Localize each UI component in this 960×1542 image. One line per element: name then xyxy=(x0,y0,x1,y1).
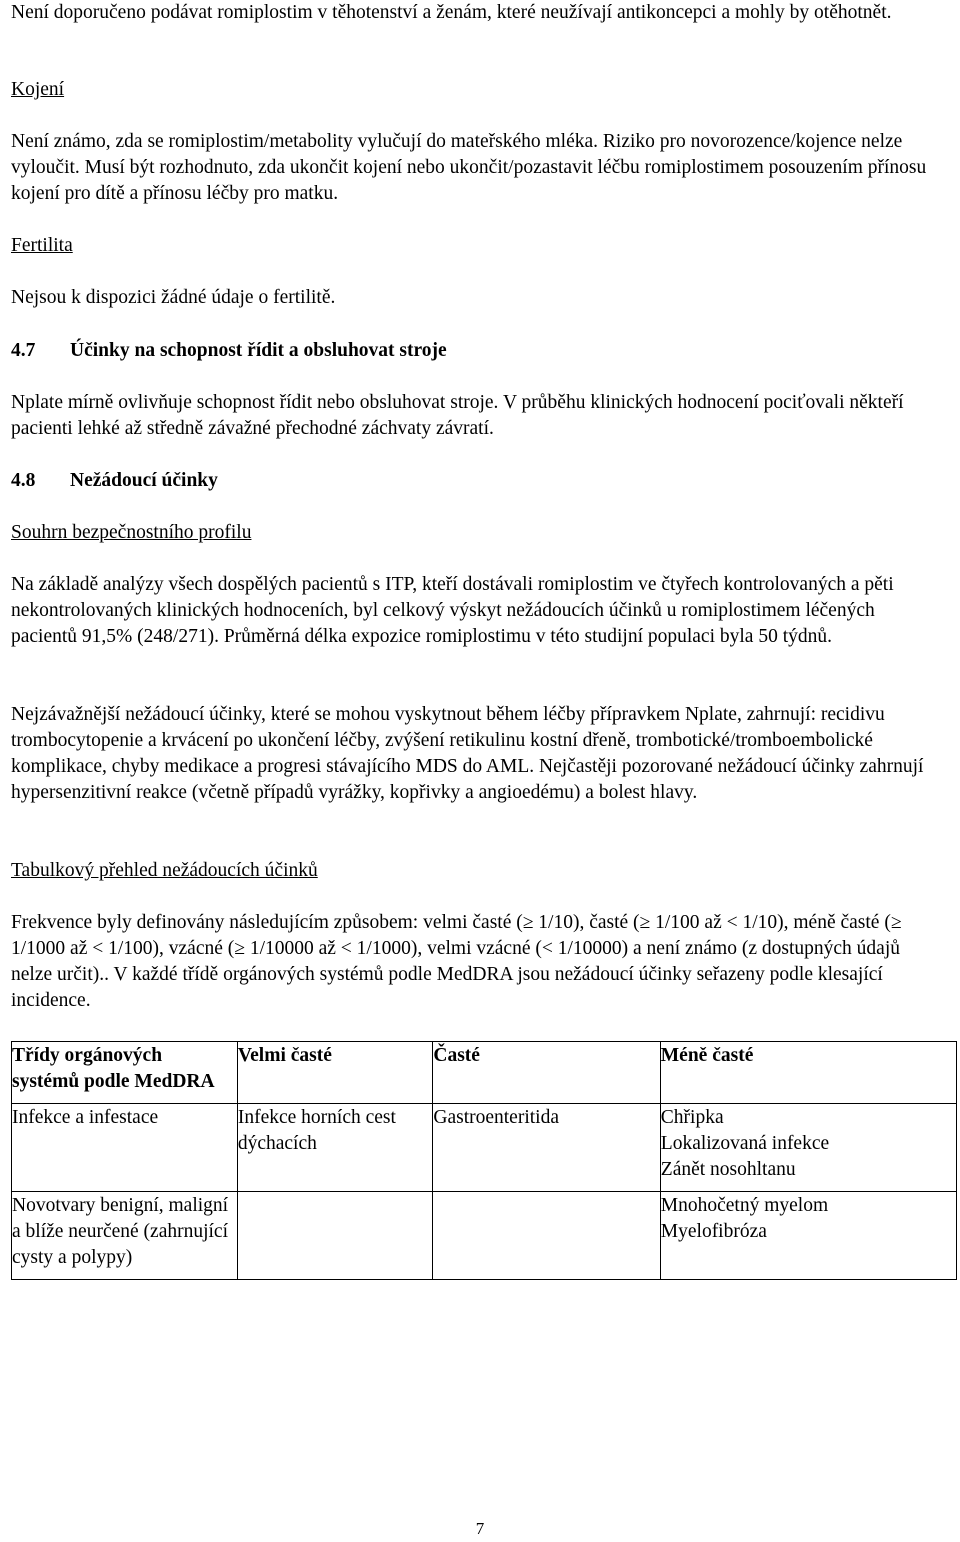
table-cell-uncommon xyxy=(660,1104,956,1192)
table-cell-uncommon xyxy=(660,1192,956,1280)
section-4-8-number: 4.8 xyxy=(11,470,36,491)
list-item: Chřipka xyxy=(660,1107,724,1128)
safety-summary-heading: Souhrn bezpečnostního profilu xyxy=(11,522,252,543)
section-4-7-heading xyxy=(11,338,447,364)
tabulated-list-heading: Tabulkový přehled nežádoucích účinků xyxy=(11,860,318,881)
table-row xyxy=(12,1104,957,1192)
table-cell-very-common xyxy=(237,1192,433,1280)
pregnancy-text: Není doporučeno podávat romiplostim v těhotenství a ženám, které neužívají antikoncepci a mohly by otěhotnět. xyxy=(11,2,892,23)
safety-summary-para-2: Nejzávažnější nežádoucí účinky, které se mohou vyskytnout během léčby přípravkem Nplate, zahrnují: recidivu trombocytopenie a krvácení po ukončení léčby, zvýšení retikulinu kostní dřeně, trombotické/tromboembolické komplikace, chyby medikace a progresi stávajícího MDS do AML. Nejčastěji pozorované nežádoucí účinky zahrnují hypersenzitivní reakce (včetně případů vyrážky, kopřivky a angioedému) a bolest hlavy. xyxy=(11,704,924,803)
fertility-text: Nejsou k dispozici žádné údaje o fertilitě. xyxy=(11,287,336,308)
frequency-definition-text: Frekvence byly definovány následujícím způsobem: velmi časté (≥ 1/10), časté (≥ 1/100 až < 1/10), méně časté (≥ 1/1000 až < 1/100), vzácné (≥ 1/10000 až < 1/1000), velmi vzácné (< 1/10000) a není známo (z dostupných údajů nelze určit).. V každé třídě orgánových systémů podle MedDRA jsou nežádoucí účinky seřazeny podle klesající incidence. xyxy=(11,912,902,1011)
list-item: Mnohočetný myelom xyxy=(660,1195,829,1216)
table-header-uncommon: Méně časté xyxy=(660,1042,956,1104)
table-cell-very-common: Infekce horních cest dýchacích xyxy=(237,1104,433,1192)
list-item: Zánět nosohltanu xyxy=(660,1159,796,1180)
list-item: Lokalizovaná infekce xyxy=(660,1133,830,1154)
section-4-8-title: Nežádoucí účinky xyxy=(70,470,218,491)
section-4-7-text: Nplate mírně ovlivňuje schopnost řídit nebo obsluhovat stroje. V průběhu klinických hodnocení pociťovali někteří pacienti lehké až středně závažné přechodné záchvaty závratí. xyxy=(11,392,904,439)
section-4-7-title: Účinky na schopnost řídit a obsluhovat stroje xyxy=(70,340,447,361)
table-cell-soc: Infekce a infestace xyxy=(12,1104,238,1192)
breastfeeding-text: Není známo, zda se romiplostim/metabolity vylučují do mateřského mléka. Riziko pro novorozence/kojence nelze vyloučit. Musí být rozhodnuto, zda ukončit kojení nebo ukončit/pozastavit léčbu romiplostimem posouzením přínosu kojení pro dítě a přínosu léčby pro matku. xyxy=(11,131,927,204)
table-header-common: Časté xyxy=(433,1042,660,1104)
table-header-soc: Třídy orgánových systémů podle MedDRA xyxy=(12,1042,238,1104)
section-4-7-number: 4.7 xyxy=(11,340,36,361)
table-row xyxy=(12,1192,957,1280)
table-cell-common xyxy=(433,1192,660,1280)
table-header-row xyxy=(12,1042,957,1104)
page-number: 7 xyxy=(475,1519,485,1538)
breastfeeding-heading: Kojení xyxy=(11,79,65,100)
adverse-reactions-table xyxy=(11,1041,957,1280)
fertility-heading: Fertilita xyxy=(11,235,73,256)
table-cell-soc: Novotvary benigní, maligní a blíže neurčené (zahrnující cysty a polypy) xyxy=(12,1192,238,1280)
safety-summary-para-1: Na základě analýzy všech dospělých pacientů s ITP, kteří dostávali romiplostim ve čtyřech kontrolovaných a pěti nekontrolovaných klinických hodnoceních, byl celkový výskyt nežádoucích účinků u romiplostimem léčených pacientů 91,5% (248/271). Průměrná délka expozice romiplostimu v této studijní populaci byla 50 týdnů. xyxy=(11,574,894,647)
section-4-8-heading xyxy=(11,468,218,494)
table-cell-common: Gastroenteritida xyxy=(433,1104,660,1192)
list-item: Myelofibróza xyxy=(660,1221,767,1242)
table-header-very-common: Velmi časté xyxy=(237,1042,433,1104)
